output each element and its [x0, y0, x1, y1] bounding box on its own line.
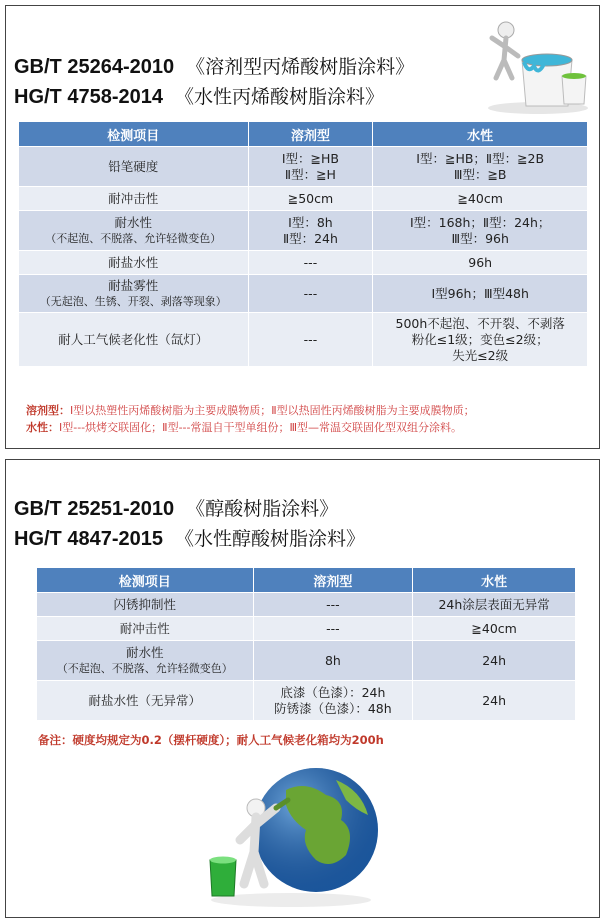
note-solvent: 溶剂型：Ⅰ型以热塑性丙烯酸树脂为主要成膜物质；Ⅱ型以热固性丙烯酸树脂为主要成膜物质； [26, 404, 475, 417]
item-cell: 耐人工气候老化性（氙灯） [19, 313, 249, 367]
table-row [37, 593, 576, 617]
item-cell: 耐盐雾性 （无起泡、生锈、开裂、剥落等现象） [19, 275, 249, 313]
table-row [19, 211, 588, 251]
table-row [19, 251, 588, 275]
solvent-cell: --- [253, 593, 413, 617]
standard-line-2 [14, 82, 384, 109]
standard-name: 《溶剂型丙烯酸树脂涂料》 [186, 56, 415, 78]
water-cell: ≧40cm [413, 617, 576, 641]
solvent-cell: Ⅰ型：≧HB Ⅱ型：≧H [248, 147, 373, 187]
standard-code: GB/T 25251-2010 [14, 498, 175, 520]
standard-name: 《水性醇酸树脂涂料》 [174, 528, 365, 550]
standard-code: HG/T 4847-2015 [14, 528, 163, 550]
header-water: 水性 [413, 568, 576, 593]
header-solvent: 溶剂型 [253, 568, 413, 593]
standard-name: 《水性丙烯酸树脂涂料》 [174, 86, 384, 108]
solvent-cell: ≧50cm [248, 187, 373, 211]
item-cell: 耐盐水性（无异常） [37, 681, 254, 721]
table-row [37, 641, 576, 681]
table-row [37, 617, 576, 641]
header-solvent: 溶剂型 [248, 122, 373, 147]
header-item: 检测项目 [19, 122, 249, 147]
note-water: 水性：Ⅰ型---烘烤交联固化；Ⅱ型---常温自干型单组份；Ⅲ型—常温交联固化型双组分涂料。 [26, 421, 463, 434]
item-cell: 耐冲击性 [19, 187, 249, 211]
table-row [37, 681, 576, 721]
water-cell: ≧40cm [373, 187, 588, 211]
water-cell: 24h [413, 681, 576, 721]
panel-alkyd-standards [5, 459, 600, 918]
standard-line-1 [14, 52, 414, 79]
water-cell: Ⅰ型96h；Ⅲ型48h [373, 275, 588, 313]
item-cell: 耐盐水性 [19, 251, 249, 275]
solvent-cell: 底漆（色漆）：24h 防锈漆（色漆）：48h [253, 681, 413, 721]
item-cell: 铅笔硬度 [19, 147, 249, 187]
table-row [19, 313, 588, 367]
water-cell: 24h [413, 641, 576, 681]
item-cell: 耐水性 （不起泡、不脱落、允许轻微变色） [37, 641, 254, 681]
globe-painting-figure-icon [196, 760, 386, 910]
table-row [19, 275, 588, 313]
water-cell: 96h [373, 251, 588, 275]
alkyd-spec-table [36, 567, 576, 721]
table-header-row [19, 122, 588, 147]
solvent-cell: 8h [253, 641, 413, 681]
item-cell: 耐水性 （不起泡、不脱落、允许轻微变色） [19, 211, 249, 251]
solvent-cell: --- [248, 313, 373, 367]
standard-name: 《醇酸树脂涂料》 [186, 498, 339, 520]
item-cell: 耐冲击性 [37, 617, 254, 641]
table-row [19, 187, 588, 211]
solvent-cell: --- [248, 251, 373, 275]
panel-acrylic-standards [5, 5, 600, 449]
water-cell: 500h不起泡、不开裂、不剥落 粉化≤1级；变色≤2级； 失光≤2级 [373, 313, 588, 367]
remark-note: 备注：硬度均规定为0.2（摆杆硬度）；耐人工气候老化箱均为200h [38, 733, 384, 747]
header-item: 检测项目 [37, 568, 254, 593]
standard-line-2 [14, 524, 365, 551]
solvent-cell: Ⅰ型：8h Ⅱ型：24h [248, 211, 373, 251]
paint-bucket-figure-icon [476, 16, 594, 116]
standard-line-1 [14, 494, 338, 521]
header-water: 水性 [373, 122, 588, 147]
solvent-cell: --- [248, 275, 373, 313]
table-row [19, 147, 588, 187]
acrylic-spec-table [18, 121, 588, 367]
standard-code: GB/T 25264-2010 [14, 56, 175, 78]
water-cell: Ⅰ型：≧HB；Ⅱ型：≧2B Ⅲ型：≧B [373, 147, 588, 187]
standard-code: HG/T 4758-2014 [14, 86, 163, 108]
solvent-cell: --- [253, 617, 413, 641]
item-cell: 闪锈抑制性 [37, 593, 254, 617]
water-cell: 24h涂层表面无异常 [413, 593, 576, 617]
water-cell: Ⅰ型：168h；Ⅱ型：24h； Ⅲ型：96h [373, 211, 588, 251]
table-header-row [37, 568, 576, 593]
